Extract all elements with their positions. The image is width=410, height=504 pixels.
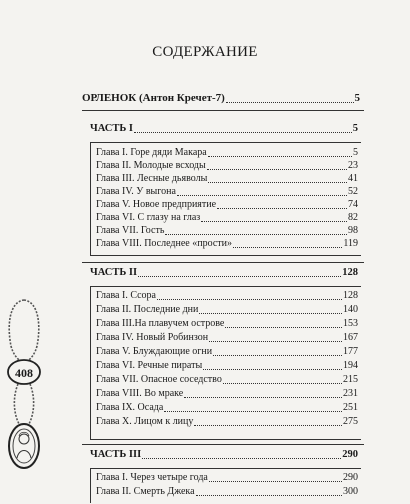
toc-chapter[interactable] [96, 415, 358, 428]
part-page: 5 [352, 123, 358, 134]
toc-chapter[interactable] [96, 359, 358, 372]
leader-dots [164, 402, 342, 412]
chapter-label: Глава I. Через четыре года [96, 472, 208, 483]
chapter-label: Глава VIII. Во мраке [96, 388, 184, 399]
toc-chapter[interactable] [96, 345, 358, 358]
toc-part-2[interactable] [90, 266, 358, 279]
part-label: ЧАСТЬ III [90, 449, 142, 460]
leader-dots [226, 93, 354, 103]
leader-dots [225, 318, 342, 328]
entry-label: ОРЛЕНОК (Антон Кречет-7) [82, 92, 225, 104]
chapter-label: Глава V. Блуждающие огни [96, 346, 213, 357]
leader-dots [209, 472, 342, 482]
chapter-page: 177 [343, 346, 358, 357]
chapter-page: 275 [343, 416, 358, 427]
chapter-label: Глава II. Смерть Джека [96, 486, 195, 497]
toc-chapter[interactable] [96, 331, 358, 344]
leader-dots [165, 225, 347, 235]
divider-line [82, 444, 364, 445]
toc-chapter[interactable] [96, 198, 358, 211]
leader-dots [142, 449, 341, 459]
toc-chapter[interactable] [96, 224, 358, 237]
chapter-label: Глава V. Новое предприятие [96, 199, 217, 210]
part-page: 128 [342, 267, 358, 278]
chapter-page: 215 [343, 374, 358, 385]
chapter-page: 41 [348, 173, 358, 184]
chapter-label: Глава VIII. Последнее «прости» [96, 238, 232, 249]
chapter-label: Глава X. Лицом к лицу [96, 416, 194, 427]
chapter-page: 140 [343, 304, 358, 315]
chapter-label: Глава VII. Опасное соседство [96, 374, 222, 385]
leader-dots [184, 388, 342, 398]
leader-dots [138, 267, 341, 277]
chapter-label: Глава II. Молодые всходы [96, 160, 206, 171]
leader-dots [199, 304, 342, 314]
chapter-page: 251 [343, 402, 358, 413]
leader-dots [213, 346, 342, 356]
entry-page: 5 [354, 92, 360, 104]
toc-chapter[interactable] [96, 317, 358, 330]
chapter-label: Глава I. Горе дяди Макара [96, 147, 207, 158]
toc-chapter[interactable] [96, 303, 358, 316]
part-label: ЧАСТЬ I [90, 123, 134, 134]
chapter-label: Глава II. Последние дни [96, 304, 199, 315]
leader-dots [194, 416, 342, 426]
chapter-page: 98 [348, 225, 358, 236]
leader-dots [134, 123, 352, 133]
leader-dots [209, 332, 342, 342]
leader-dots [196, 486, 342, 496]
toc-chapter[interactable] [96, 185, 358, 198]
chapter-page: 5 [353, 147, 358, 158]
chapter-page: 290 [343, 472, 358, 483]
leader-dots [208, 147, 352, 157]
page-title: СОДЕРЖАНИЕ [152, 44, 258, 60]
chapter-label: Глава III. Лесные дьяволы [96, 173, 208, 184]
toc-chapter[interactable] [96, 146, 358, 159]
toc-chapter[interactable] [96, 373, 358, 386]
divider-line [82, 262, 364, 263]
leader-dots [217, 199, 347, 209]
chapter-page: 128 [343, 290, 358, 301]
leader-dots [203, 360, 342, 370]
divider-line [82, 110, 364, 111]
chapter-label: Глава IV. Новый Робинзон [96, 332, 209, 343]
chapter-page: 194 [343, 360, 358, 371]
chapter-page: 82 [348, 212, 358, 223]
chapter-label: Глава IV. У выгона [96, 186, 176, 197]
medallion-cameo-icon [5, 296, 43, 482]
chapter-label: Глава I. Ссора [96, 290, 156, 301]
toc-part-3[interactable] [90, 448, 358, 461]
leader-dots [201, 212, 347, 222]
chapter-label: Глава VII. Гость [96, 225, 165, 236]
toc-part-1[interactable] [90, 122, 358, 135]
chapter-page: 119 [343, 238, 358, 249]
toc-chapter[interactable] [96, 289, 358, 302]
leader-dots [157, 290, 342, 300]
toc-chapter[interactable] [96, 237, 358, 250]
chapter-page: 23 [348, 160, 358, 171]
page-number-badge: 408 [15, 366, 33, 380]
leader-dots [223, 374, 342, 384]
leader-dots [177, 186, 347, 196]
leader-dots [208, 173, 347, 183]
part-page: 290 [342, 449, 358, 460]
leader-dots [233, 238, 342, 248]
chapter-page: 167 [343, 332, 358, 343]
chapter-label: Глава III.На плавучем острове [96, 318, 225, 329]
chapter-page: 231 [343, 388, 358, 399]
chapter-label: Глава VI. С глазу на глаз [96, 212, 201, 223]
toc-main-entry[interactable] [82, 92, 360, 105]
toc-chapter[interactable] [96, 387, 358, 400]
chapter-page: 74 [348, 199, 358, 210]
chapter-label: Глава IX. Осада [96, 402, 164, 413]
chapter-page: 153 [343, 318, 358, 329]
chapter-page: 52 [348, 186, 358, 197]
toc-chapter[interactable] [96, 211, 358, 224]
leader-dots [207, 160, 347, 170]
chapter-page: 300 [343, 486, 358, 497]
toc-chapter[interactable] [96, 172, 358, 185]
part-label: ЧАСТЬ II [90, 267, 138, 278]
chapter-label: Глава VI. Речные пираты [96, 360, 203, 371]
toc-chapter[interactable] [96, 471, 358, 484]
toc-chapter[interactable] [96, 485, 358, 498]
toc-chapter[interactable] [96, 401, 358, 414]
toc-chapter[interactable] [96, 159, 358, 172]
